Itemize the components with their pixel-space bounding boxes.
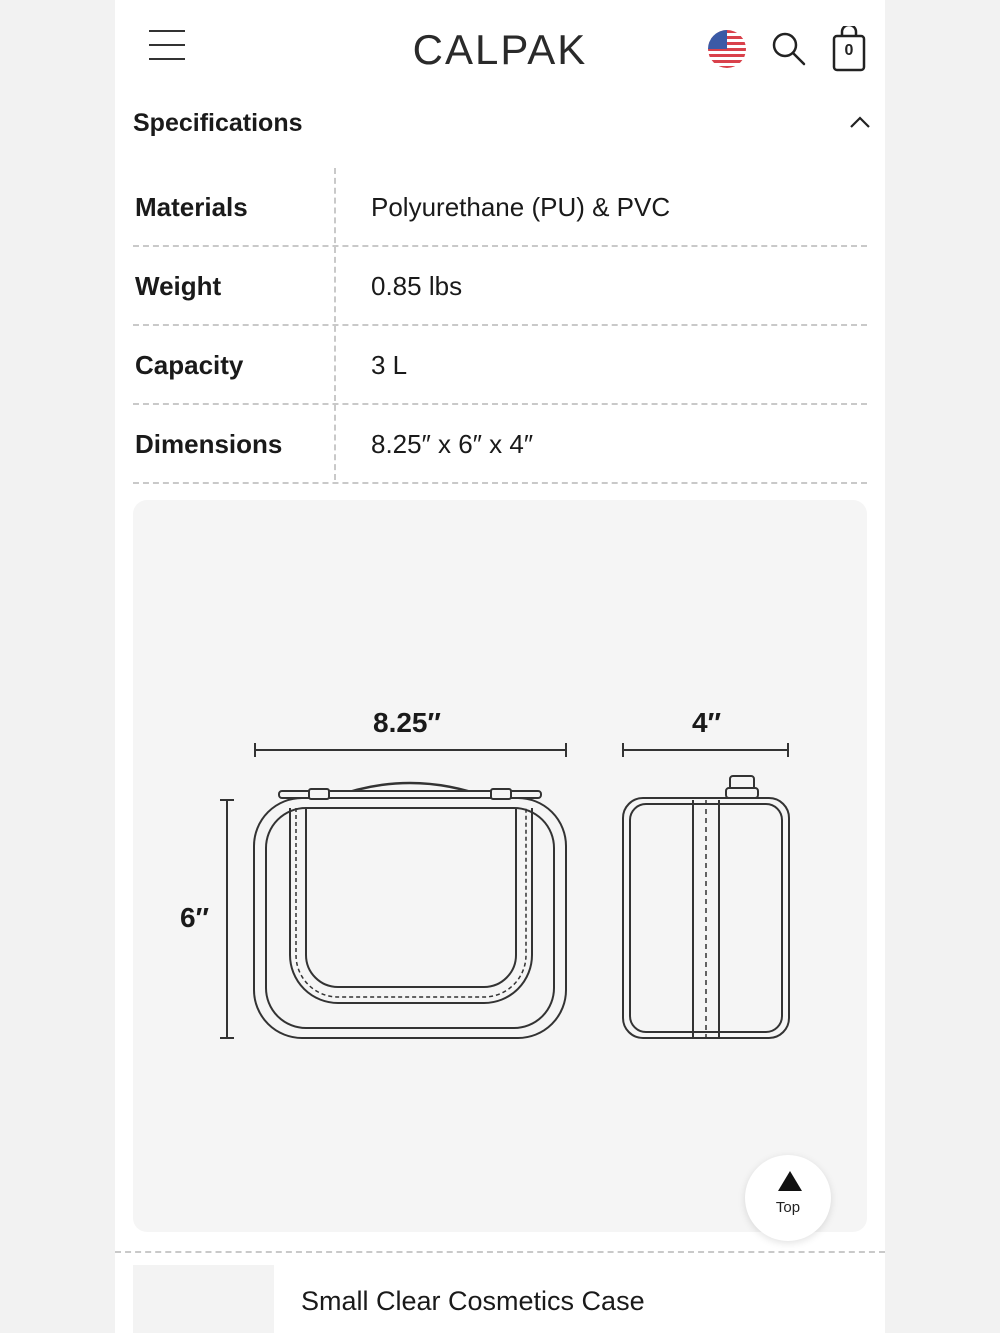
arrow-up-icon — [778, 1171, 802, 1191]
width-dimension-label: 8.25″ — [373, 707, 441, 738]
spec-row-materials — [133, 168, 867, 247]
height-dimension-label: 6″ — [180, 902, 209, 933]
spec-row-weight — [133, 247, 867, 326]
spec-value: 0.85 lbs — [371, 271, 463, 301]
dimensions-diagram — [133, 500, 867, 1232]
spec-label: Capacity — [135, 350, 244, 380]
product-name-link[interactable]: Small Clear Cosmetics Case — [301, 1286, 645, 1316]
us-flag-icon[interactable] — [708, 30, 746, 68]
section-divider — [115, 1251, 885, 1253]
cart-count-badge: 0 — [844, 42, 854, 59]
specifications-accordion-header[interactable] — [133, 105, 873, 145]
spec-value: 8.25″ x 6″ x 4″ — [371, 429, 534, 459]
specifications-table — [133, 168, 867, 484]
spec-value: Polyurethane (PU) & PVC — [371, 192, 671, 222]
back-to-top-label: Top — [775, 1199, 801, 1216]
spec-label: Dimensions — [135, 429, 283, 459]
depth-dimension-label: 4″ — [692, 707, 721, 738]
spec-label: Materials — [135, 192, 248, 222]
back-to-top-button[interactable] — [745, 1155, 831, 1241]
case-outline-illustration — [133, 500, 867, 1232]
product-thumbnail[interactable] — [133, 1265, 274, 1333]
site-header — [115, 0, 885, 95]
spec-row-dimensions — [133, 405, 867, 484]
specifications-title: Specifications — [133, 109, 303, 137]
page — [115, 0, 885, 1333]
search-icon[interactable] — [770, 30, 808, 68]
shopping-bag-icon[interactable] — [831, 26, 867, 74]
chevron-up-icon[interactable] — [847, 109, 873, 135]
spec-row-capacity — [133, 326, 867, 405]
spec-label: Weight — [135, 271, 222, 301]
spec-value: 3 L — [371, 350, 408, 380]
brand-logo[interactable]: CALPAK — [412, 26, 588, 73]
